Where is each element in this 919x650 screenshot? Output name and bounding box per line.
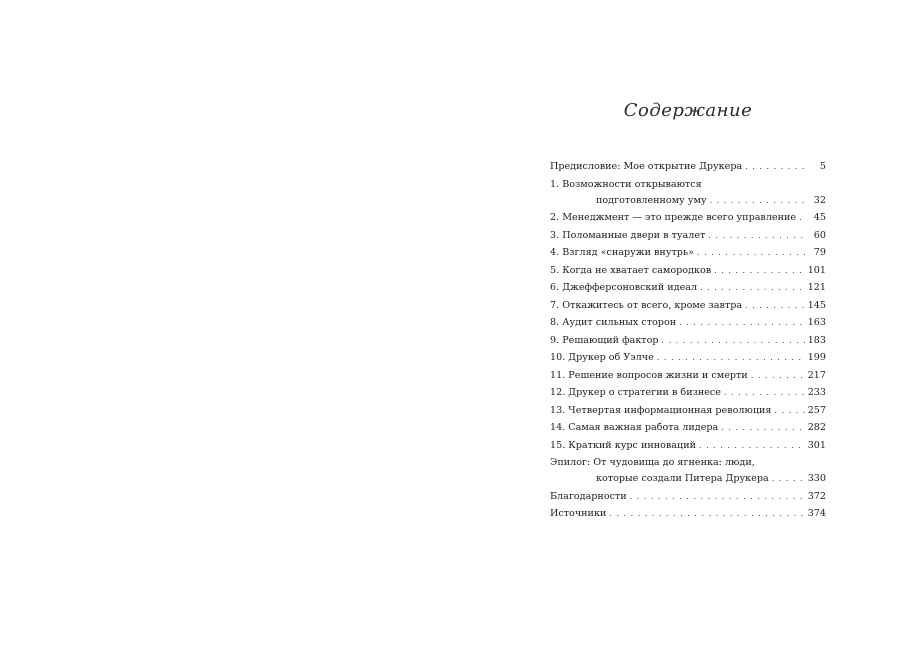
toc-heading: Содержание <box>623 100 753 121</box>
toc-page-number: 101 <box>807 264 826 276</box>
toc-page-number: 79 <box>813 247 826 258</box>
toc-entry-title: 6. Джефферсоновский идеал <box>550 282 698 293</box>
toc-line <box>550 177 826 193</box>
toc-entry <box>550 489 826 505</box>
toc-line <box>550 333 826 349</box>
toc-entry <box>550 403 826 419</box>
toc-line <box>550 489 826 505</box>
toc-entry-title: Благодарности <box>550 490 627 502</box>
toc-entry <box>550 245 826 261</box>
dot-leader <box>710 193 807 209</box>
dot-leader <box>657 350 805 366</box>
toc-page-number: 60 <box>813 229 826 241</box>
toc-page-number: 32 <box>813 194 826 206</box>
toc-page-number: 121 <box>807 282 826 293</box>
toc-line <box>550 193 826 209</box>
toc-line <box>550 403 826 419</box>
toc-entry <box>550 228 826 244</box>
toc-entry-title: 3. Поломанные двери в туалет <box>550 229 706 241</box>
dot-leader <box>751 368 805 384</box>
toc-line <box>550 506 826 522</box>
toc-line <box>550 245 826 261</box>
toc-line <box>550 438 826 454</box>
toc-entry <box>550 210 826 226</box>
toc-line <box>550 315 826 331</box>
dot-leader <box>772 471 805 487</box>
toc-entry <box>550 438 826 454</box>
toc-entry-title: 14. Самая важная работа лидера <box>550 422 719 433</box>
toc-entry-title: 5. Когда не хватает самородков <box>550 264 712 276</box>
toc-page-number: 257 <box>807 404 826 416</box>
toc-entry <box>550 385 826 401</box>
toc-entry-title: 8. Аудит сильных сторон <box>550 317 677 328</box>
toc-entry-title: подготовленному уму <box>596 194 707 206</box>
dot-leader <box>799 210 807 226</box>
toc-entry <box>550 159 826 175</box>
toc-page-number: 145 <box>807 299 826 311</box>
toc-entry-title: Предисловие: Мое открытие Друкера <box>550 161 743 172</box>
dot-leader <box>721 420 804 436</box>
toc-entry-title: которые создали Питера Друкера <box>596 473 769 484</box>
toc-line <box>550 298 826 314</box>
toc-line <box>550 455 826 471</box>
toc-line <box>550 210 826 226</box>
toc-entry <box>550 263 826 279</box>
toc-entry-title: Эпилог: От чудовища до ягненка: люди, <box>550 457 755 468</box>
toc-page-number: 199 <box>807 352 826 363</box>
toc-page-number: 5 <box>819 161 826 172</box>
toc-page-number: 301 <box>807 439 826 451</box>
toc-entry <box>550 368 826 384</box>
toc-line <box>550 385 826 401</box>
toc-page-number: 372 <box>807 490 826 502</box>
dot-leader <box>630 489 805 505</box>
toc-entry <box>550 315 826 331</box>
toc-line <box>550 368 826 384</box>
dot-leader <box>662 333 805 349</box>
toc-page-number: 45 <box>813 212 826 223</box>
toc-entry-title: Источники <box>550 508 607 519</box>
toc-entry-title: 15. Краткий курс инноваций <box>550 439 696 451</box>
toc-entry-title: 10. Друкер об Уэлче <box>550 352 654 363</box>
toc-entry <box>550 506 826 522</box>
dot-leader <box>609 506 804 522</box>
toc-entry <box>550 420 826 436</box>
toc-page-number: 183 <box>807 334 826 346</box>
toc-line <box>550 471 826 487</box>
toc-line <box>550 280 826 296</box>
toc-entry-title: 1. Возможности открываются <box>550 178 702 190</box>
dot-leader <box>697 245 807 261</box>
toc-line <box>550 263 826 279</box>
dot-leader <box>714 263 805 279</box>
dot-leader <box>699 438 805 454</box>
dot-leader <box>745 298 805 314</box>
toc-entry-title: 12. Друкер о стратегии в бизнесе <box>550 387 721 398</box>
toc-entry <box>550 280 826 296</box>
dot-leader <box>679 315 805 331</box>
toc-line <box>550 420 826 436</box>
toc-entry <box>550 333 826 349</box>
toc-page-number: 282 <box>807 422 826 433</box>
toc-page-number: 163 <box>807 317 826 328</box>
toc-line <box>550 228 826 244</box>
table-of-contents <box>550 159 826 524</box>
toc-entry-title: 7. Откажитесь от всего, кроме завтра <box>550 299 743 311</box>
toc-page-number: 217 <box>807 369 826 381</box>
toc-entry-title: 2. Менеджмент — это прежде всего управление <box>550 212 797 223</box>
toc-line <box>550 159 826 175</box>
toc-entry-title: 13. Четвертая информационная революция <box>550 404 772 416</box>
dot-leader <box>774 403 804 419</box>
toc-entry <box>550 177 826 209</box>
toc-entry-title: 4. Взгляд «снаружи внутрь» <box>550 247 695 258</box>
toc-entry <box>550 298 826 314</box>
toc-page-number: 374 <box>807 508 826 519</box>
toc-entry <box>550 350 826 366</box>
dot-leader <box>708 228 807 244</box>
dot-leader <box>745 159 807 175</box>
toc-entry <box>550 455 826 487</box>
toc-line <box>550 350 826 366</box>
dot-leader <box>724 385 805 401</box>
toc-page-number: 233 <box>807 387 826 398</box>
toc-page-number: 330 <box>807 473 826 484</box>
toc-entry-title: 11. Решение вопросов жизни и смерти <box>550 369 748 381</box>
dot-leader <box>700 280 805 296</box>
toc-entry-title: 9. Решающий фактор <box>550 334 659 346</box>
